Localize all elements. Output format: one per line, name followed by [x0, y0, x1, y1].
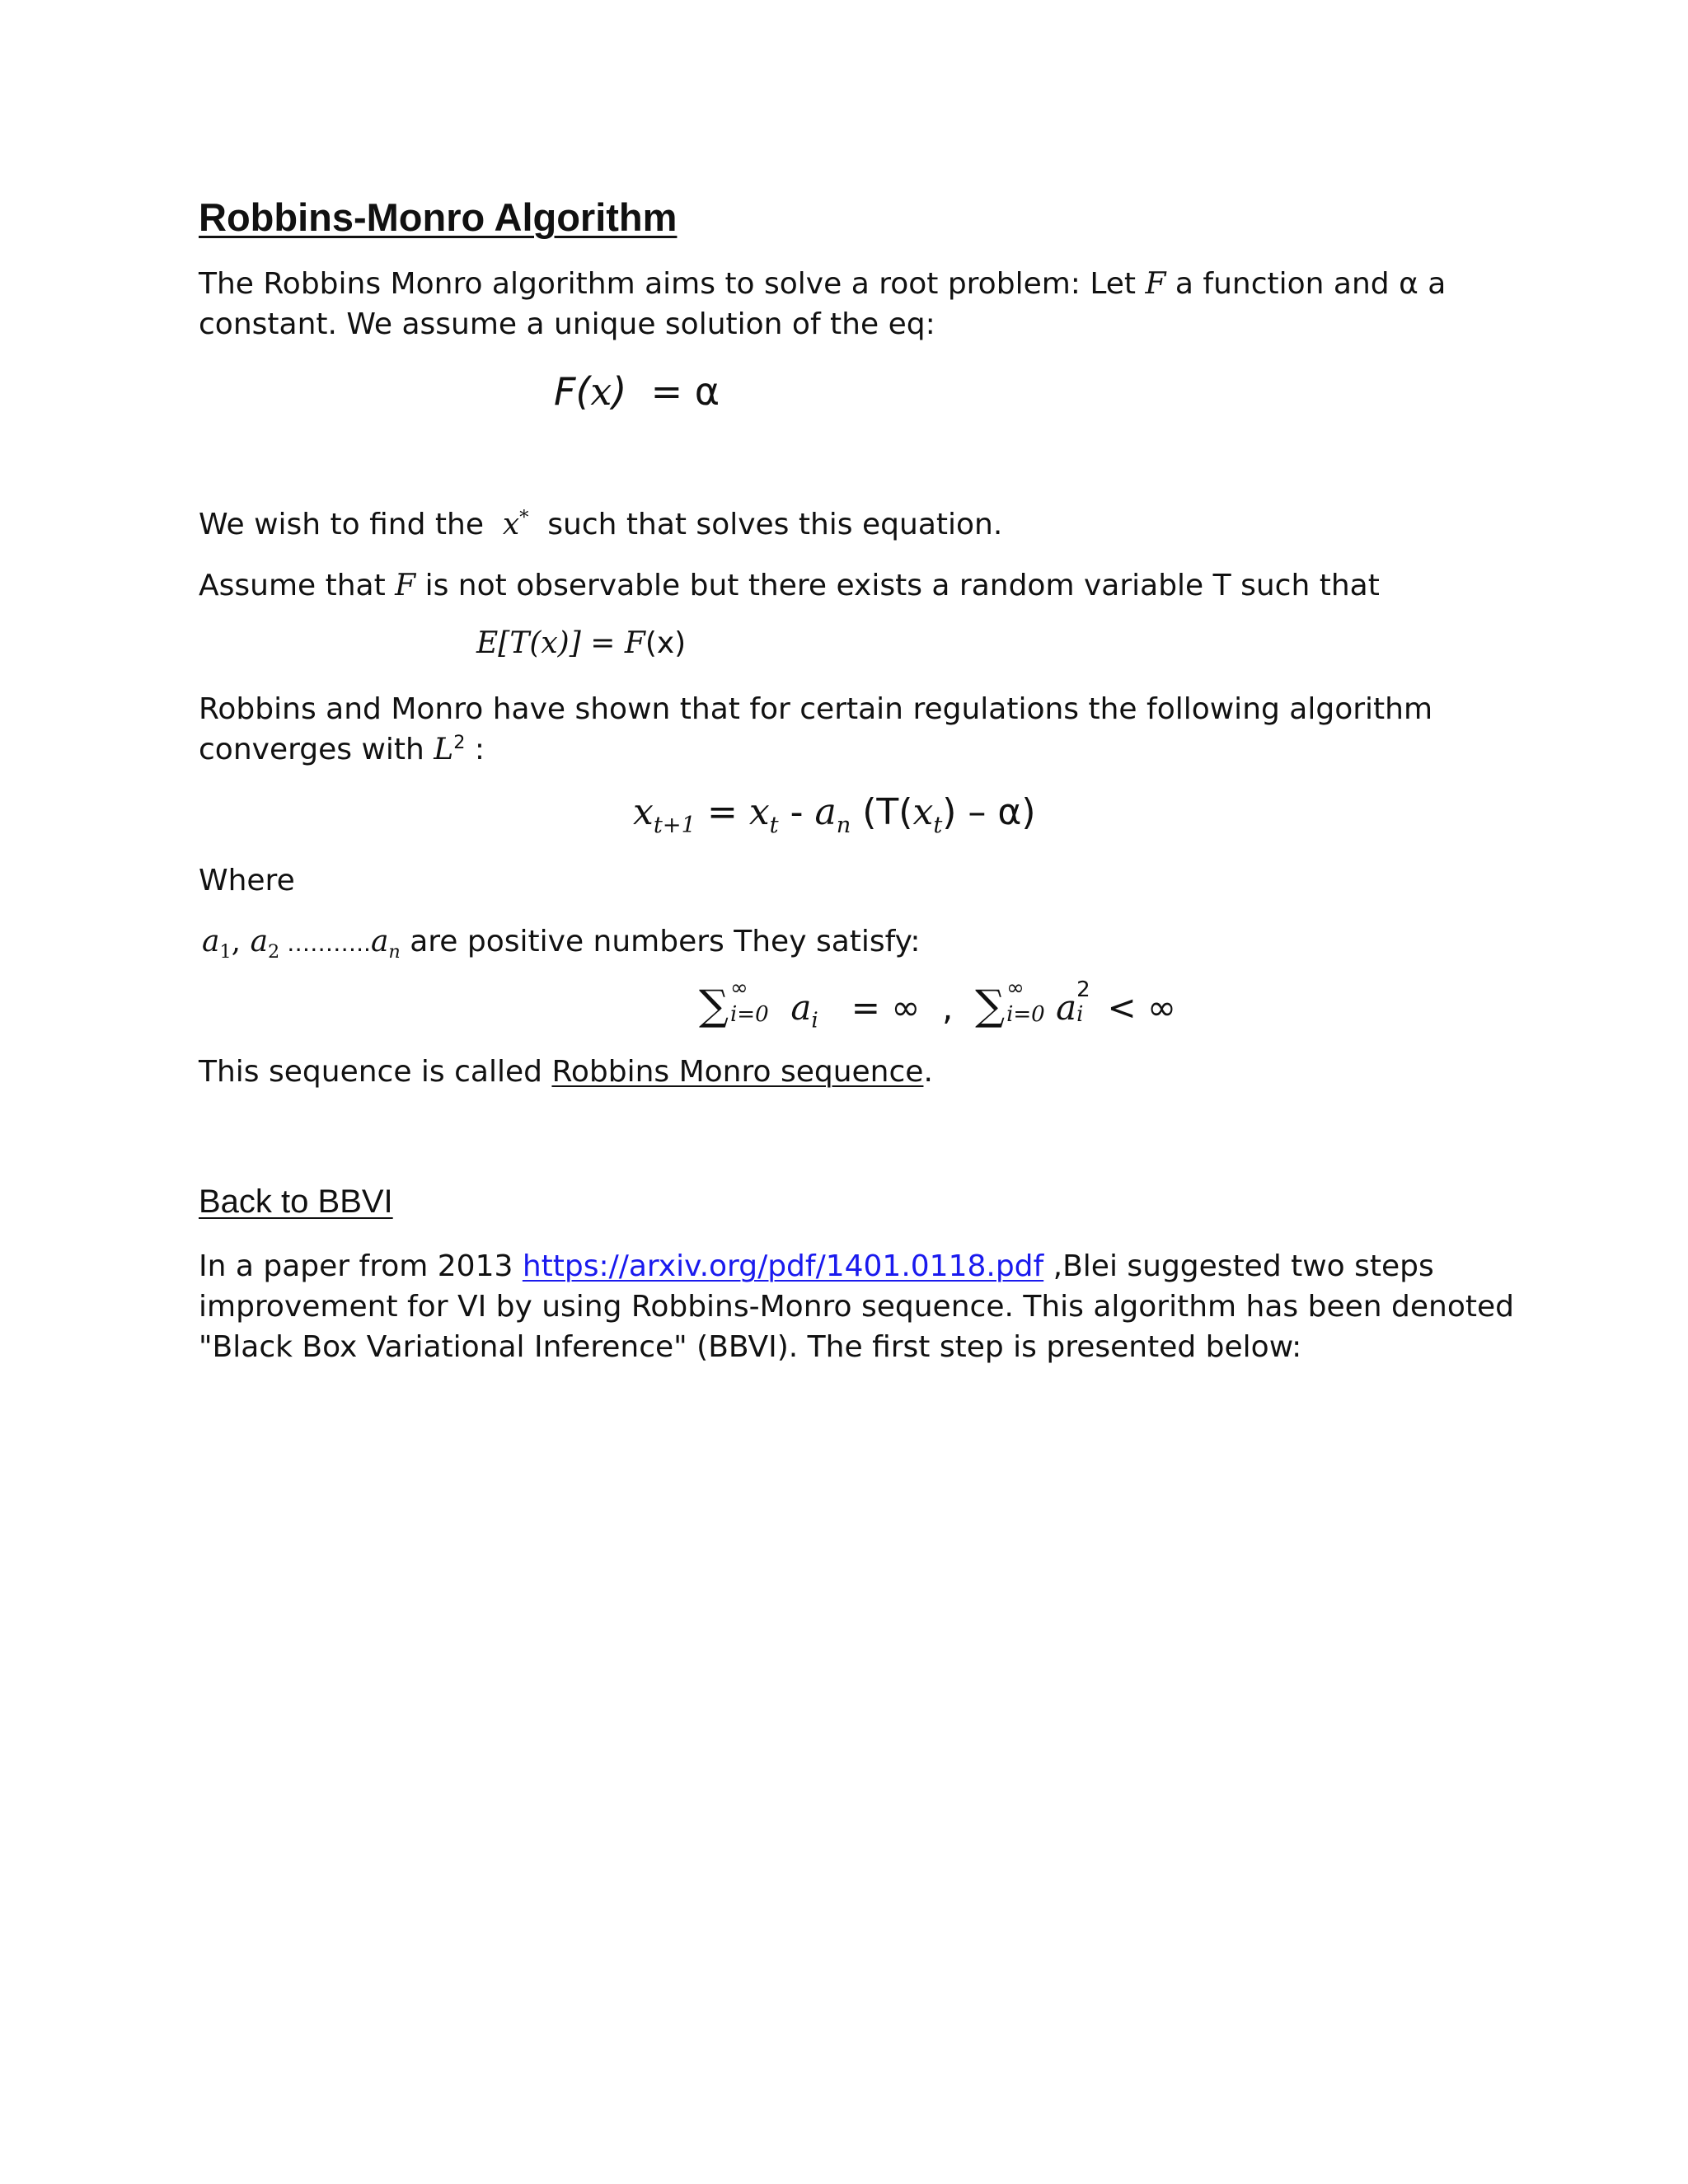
- equation-conditions: [699, 975, 1176, 1033]
- assume-line: [199, 565, 1380, 606]
- assume-text-after: is not observable but there exists a random variable T such that: [415, 569, 1380, 602]
- find-star: *: [519, 507, 529, 528]
- intro-line-1: [199, 264, 1446, 304]
- sum-2-sigma: ∑: [975, 981, 1006, 1029]
- sum-1-sigma: ∑: [699, 981, 729, 1029]
- update-T: (T(: [851, 791, 913, 833]
- find-text-before: We wish to find the: [199, 508, 494, 541]
- find-line: [199, 504, 1002, 545]
- sum-1-limits: [729, 975, 780, 1027]
- sum-2-less: < ∞: [1096, 987, 1176, 1028]
- robbins-monro-term: Robbins Monro sequence: [551, 1055, 924, 1089]
- paper-text-after: ,Blei suggested two steps: [1043, 1249, 1434, 1283]
- eq-close: ): [612, 369, 627, 414]
- paper-text-before: In a paper from 2013: [199, 1249, 523, 1283]
- sum-2-a-scripts: [1076, 977, 1096, 1027]
- sum-2-a-sup: 2: [1076, 977, 1090, 1002]
- intro-line-2: constant. We assume a unique solution of the eq:: [199, 307, 935, 341]
- eq-lhs: F(: [554, 369, 591, 414]
- seq-a1: a: [202, 925, 220, 958]
- sum-2-a: a: [1056, 987, 1077, 1028]
- sum-2-upper: ∞: [1006, 975, 1025, 1001]
- update-tail: ) – α): [942, 791, 1036, 833]
- update-sub-t2: t: [933, 812, 943, 838]
- sum-2-lower: i=0: [1006, 1001, 1045, 1027]
- equation-update-rule: [633, 791, 1036, 838]
- called-line: [199, 1052, 933, 1092]
- function-symbol: F: [1145, 267, 1166, 301]
- update-equals: =: [695, 791, 749, 833]
- paper-line-3: "Black Box Variational Inference" (BBVI). The first step is presented below:: [199, 1330, 1302, 1364]
- sum-1-lower: i=0: [729, 1001, 769, 1027]
- sum-separator: ,: [942, 987, 954, 1028]
- expectation-rhs: (x): [645, 626, 687, 660]
- update-xt: x: [748, 791, 770, 833]
- update-sub-t: t: [769, 812, 779, 838]
- sum-2-a-sub: i: [1076, 1001, 1084, 1027]
- update-minus: -: [778, 791, 815, 833]
- page-title: Robbins-Monro Algorithm: [199, 195, 678, 239]
- arxiv-link[interactable]: https://arxiv.org/pdf/1401.0118.pdf: [522, 1249, 1044, 1283]
- seq-an: a: [370, 925, 389, 958]
- seq-dots: ………..: [279, 930, 371, 957]
- assume-function: F: [395, 569, 416, 602]
- sum-1-a: a: [790, 987, 812, 1028]
- update-x: x: [633, 791, 654, 833]
- sum-2-limits: [1005, 975, 1056, 1027]
- seq-comma: ,: [231, 925, 251, 958]
- sum-1-equals: = ∞: [851, 987, 921, 1028]
- l2-symbol: L: [434, 733, 454, 766]
- eq-rhs: = α: [650, 369, 720, 414]
- sequence-line: [202, 921, 920, 963]
- l2-superscript: 2: [453, 732, 466, 753]
- update-a: a: [814, 791, 837, 833]
- update-sub-t1: t+1: [653, 812, 696, 838]
- find-text-after: such that solves this equation.: [537, 508, 1003, 541]
- shown-line-2: [199, 729, 485, 770]
- paper-line-2: improvement for VI by using Robbins-Monro sequence. This algorithm has been denoted: [199, 1290, 1514, 1324]
- seq-text-after: are positive numbers They satisfy:: [400, 925, 921, 958]
- seq-sub-2: 2: [268, 941, 280, 963]
- intro-text-before: The Robbins Monro algorithm aims to solve a root problem: Let: [199, 267, 1146, 301]
- update-sub-n: n: [836, 812, 851, 838]
- equation-root: [554, 369, 720, 414]
- called-text-before: This sequence is called: [199, 1055, 552, 1089]
- expectation-lhs: E[T(x)] = F: [476, 626, 645, 660]
- assume-text-before: Assume that: [199, 569, 396, 602]
- intro-text-after: a function and α a: [1165, 267, 1447, 301]
- shown-colon: :: [465, 733, 485, 766]
- find-variable: x: [502, 508, 520, 541]
- seq-a2: a: [250, 925, 269, 958]
- where-label: Where: [199, 864, 295, 898]
- called-period: .: [923, 1055, 933, 1089]
- update-xt2: x: [912, 791, 934, 833]
- seq-sub-n: n: [388, 941, 401, 963]
- paper-line-1: [199, 1246, 1434, 1286]
- sum-1-a-sub: i: [811, 1008, 818, 1033]
- sum-1-upper: ∞: [729, 975, 748, 1001]
- section-heading-bbvi: Back to BBVI: [199, 1183, 393, 1220]
- seq-sub-1: 1: [219, 941, 232, 963]
- shown-line-1: Robbins and Monro have shown that for certain regulations the following algorithm: [199, 692, 1433, 726]
- eq-variable: x: [590, 369, 612, 414]
- equation-expectation: [476, 626, 686, 660]
- shown-text-before: converges with: [199, 733, 434, 766]
